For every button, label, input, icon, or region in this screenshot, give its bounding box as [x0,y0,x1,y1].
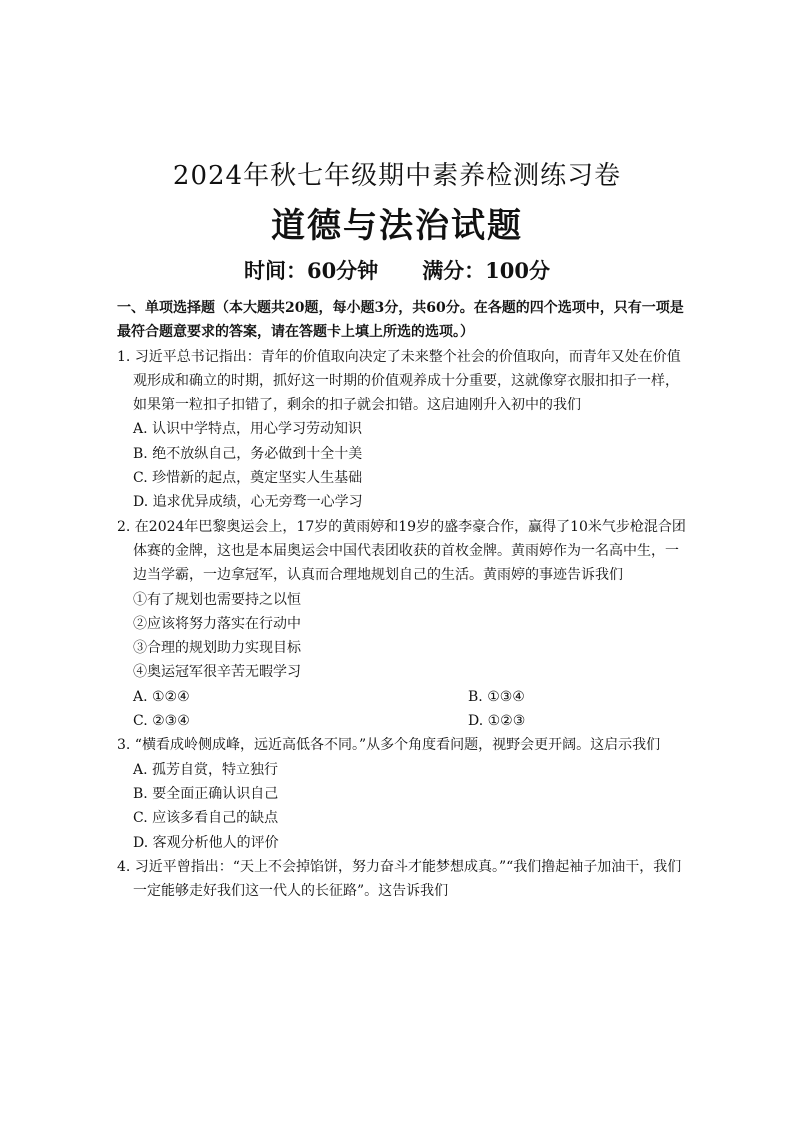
option-c: C. 应该多看自己的缺点 [133,810,279,827]
question-stem: 2. 在2024年巴黎奥运会上，17岁的黄雨婷和19岁的盛李豪合作，赢得了10米气步枪混合团体赛的金牌，这也是本届奥运会中国代表团收获的首枚金牌。黄雨婷作为一名高中生，一边当学霸，一边拿冠军，认真而合理地规划自己的生活。黄雨婷的事迹告诉我们 [117,518,686,584]
section-heading: 一、单项选择题（本大题共20题，每小题3分，共60分。在各题的四个选项中，只有一项是最符合题意要求的答案，请在答题卡上填上所选的选项。） [117,300,684,341]
option-a: A. ①②④ [133,688,190,705]
statement-2: ②应该将努力落实在行动中 [133,615,301,632]
exam-info [0,255,794,285]
option-c: C. 珍惜新的起点，奠定坚实人生基础 [133,470,363,487]
option-d: D. 客观分析他人的评价 [133,834,279,851]
exam-full-score: 满分：100分 [422,258,551,283]
exam-title: 2024年秋七年级期中素养检测练习卷 [172,161,622,191]
question-1 [117,345,687,515]
question-3 [117,733,687,854]
option-a: A. 孤芳自赏，特立独行 [133,761,279,778]
option-b: B. 绝不放纵自己，务必做到十全十美 [133,445,363,462]
question-stem: 3. “横看成岭侧成峰，远近高低各不同。”从多个角度看问题，视野会更开阔。这启示我们 [117,737,661,754]
question-stem: 1. 习近平总书记指出：青年的价值取向决定了未来整个社会的价值取向，而青年又处在价值观形成和确立的时期，抓好这一时期的价值观养成十分重要，这就像穿衣服扣扣子一样，如果第一粒扣子扣错了，剩余的扣子就会扣错。这启迪刚升入初中的我们 [117,348,681,414]
option-row [117,685,687,709]
option-b: B. 要全面正确认识自己 [133,785,279,802]
statement-1: ①有了规划也需要持之以恒 [133,591,301,608]
option-a: A. 认识中学特点，用心学习劳动知识 [133,421,363,438]
option-b: B. ①③④ [468,688,525,705]
option-row [117,709,687,733]
question-stem: 4. 习近平曾指出：“天上不会掉馅饼，努力奋斗才能梦想成真。”“我们撸起袖子加油干，我们一定能够走好我们这一代人的长征路”。这告诉我们 [117,858,682,900]
question-4 [117,855,687,904]
exam-time: 时间：60分钟 [243,258,379,283]
question-2 [117,515,687,734]
statement-4: ④奥运冠军很辛苦无暇学习 [133,664,301,681]
option-d: D. ①②③ [468,713,526,730]
statement-3: ③合理的规划助力实现目标 [133,640,301,657]
subject-title: 道德与法治试题 [271,206,523,246]
exam-body [117,296,687,903]
option-d: D. 追求优异成绩，心无旁骛一心学习 [133,494,363,511]
option-c: C. ②③④ [133,713,190,730]
